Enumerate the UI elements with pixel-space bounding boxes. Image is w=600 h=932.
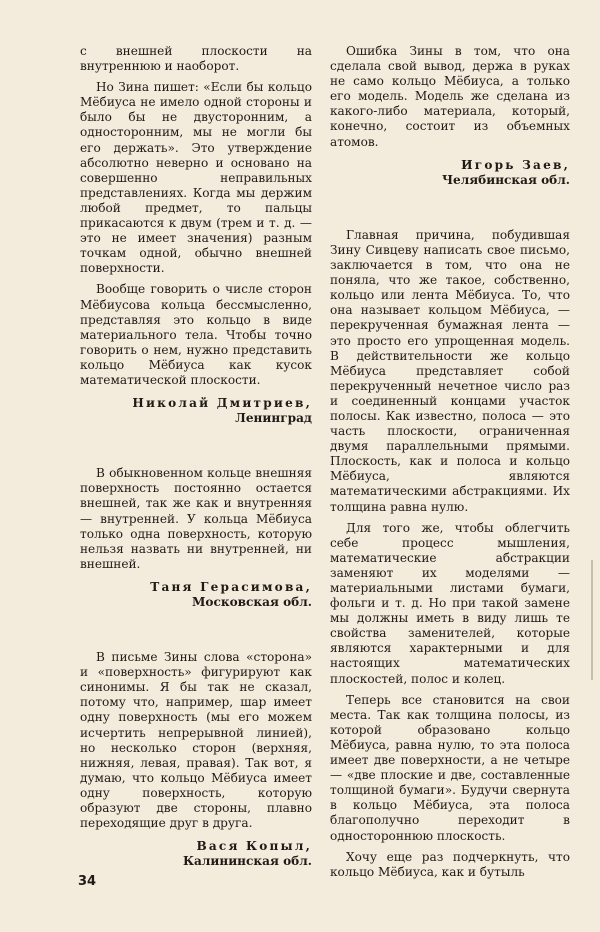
signature-name: Игорь Заев,: [461, 157, 570, 172]
paragraph: Главная причина, побудившая Зину Сивцеву написать свое письмо, заключается в том, что она не поняла, что же такое, собственно, кольцо или лента Мёбиуса. То, что она называет кольцом Мёбиуса, — перекрученная бумажная лента — это просто его упрощенная модель. В действительности же кольцо Мёбиуса представляет собой перекрученный нечетное число раз и соединенный концами участок полосы. Как известно, полоса — это часть плоскости, ограниченная двумя параллельными прямыми. Плоскость, как и полоса и кольцо Мёбиуса, являются математическими абстракциями. Их толщина равна нулю.: [330, 227, 570, 514]
paragraph: Но Зина пишет: «Если бы кольцо Мёбиуса не имело одной стороны и было бы не двусторонним, а односторонним, мы не могли бы его держать». Это утверждение абсолютно неверно и основано на совершенно неправильных представлениях. Когда мы держим любой предмет, то пальцы прикасаются к двум (трем и т. д. — это не имеет значения) разным точкам одной, обычно внешней поверхности.: [80, 80, 312, 276]
signature-name: Вася Копыл,: [196, 839, 312, 854]
paragraph: Теперь все становится на свои места. Так как толщина полосы, из которой образовано кольцо Мёбиуса, равна нулю, то эта полоса имеет две поверхности, а не четыре — «две плоские и две, составленные толщиной бумаги». Будучи свернута в кольцо Мёбиуса, эта полоса благополучно переходит в одностороннюю плоскость.: [330, 692, 570, 843]
paragraph: Для того же, чтобы облегчить себе процесс мышления, математические абстракции заменяют их моделями — материальными листами бумаги, фольги и т. д. Но при такой замене мы должны иметь в виду лишь те свойства заменителей, которые являются характерными и для настоящих математических плоскостей, полос и колец.: [330, 520, 570, 686]
right-column: [330, 44, 570, 886]
signature-place: Московская обл.: [192, 595, 312, 609]
signature: [80, 396, 312, 426]
signature-place: Ленинград: [235, 411, 312, 426]
signature-name: Николай Дмитриев,: [132, 396, 312, 411]
signature-place: Калининская обл.: [183, 854, 312, 869]
paragraph: с внешней плоскости на внутреннюю и наоборот.: [80, 44, 312, 74]
signature-name: Таня Герасимова,: [150, 579, 312, 594]
signature: [80, 839, 312, 869]
signature: [80, 580, 312, 610]
page-edge-line: [591, 560, 593, 680]
page-number: 34: [78, 874, 97, 889]
paragraph: Вообще говорить о числе сторон Мёбиусова кольца бессмысленно, представляя это кольцо в виде материального тела. Чтобы точно говорить о нем, нужно представить кольцо Мёбиуса как кусок математической плоскости.: [80, 282, 312, 387]
paragraph: В обыкновенном кольце внешняя поверхность постоянно остается внешней, так же как и внутренняя — внутренней. У кольца Мёбиуса только одна поверхность, которую нельзя назвать ни внутренней, ни внешней.: [80, 466, 312, 571]
paragraph: В письме Зины слова «сторона» и «поверхность» фигурируют как синонимы. Я бы так не сказал, потому что, например, шар имеет одну поверхность (мы его можем исчертить непрерывной линией), но несколько сторон (верхняя, нижняя, левая, правая). Так вот, я думаю, что кольцо Мёбиуса имеет одну поверхность, которую образуют две стороны, плавно переходящие друг в друга.: [80, 650, 312, 831]
signature: [330, 158, 570, 188]
left-column: [80, 44, 312, 909]
paragraph: Ошибка Зины в том, что она сделала свой вывод, держа в руках не само кольцо Мёбиуса, а только его модель. Модель же сделана из какого-либо материала, который, конечно, состоит из объемных атомов.: [330, 44, 570, 149]
paragraph: Хочу еще раз подчеркнуть, что кольцо Мёбиуса, как и бутыль: [330, 849, 570, 879]
page-edge-shadow: [590, 560, 594, 680]
signature-place: Челябинская обл.: [441, 172, 570, 187]
